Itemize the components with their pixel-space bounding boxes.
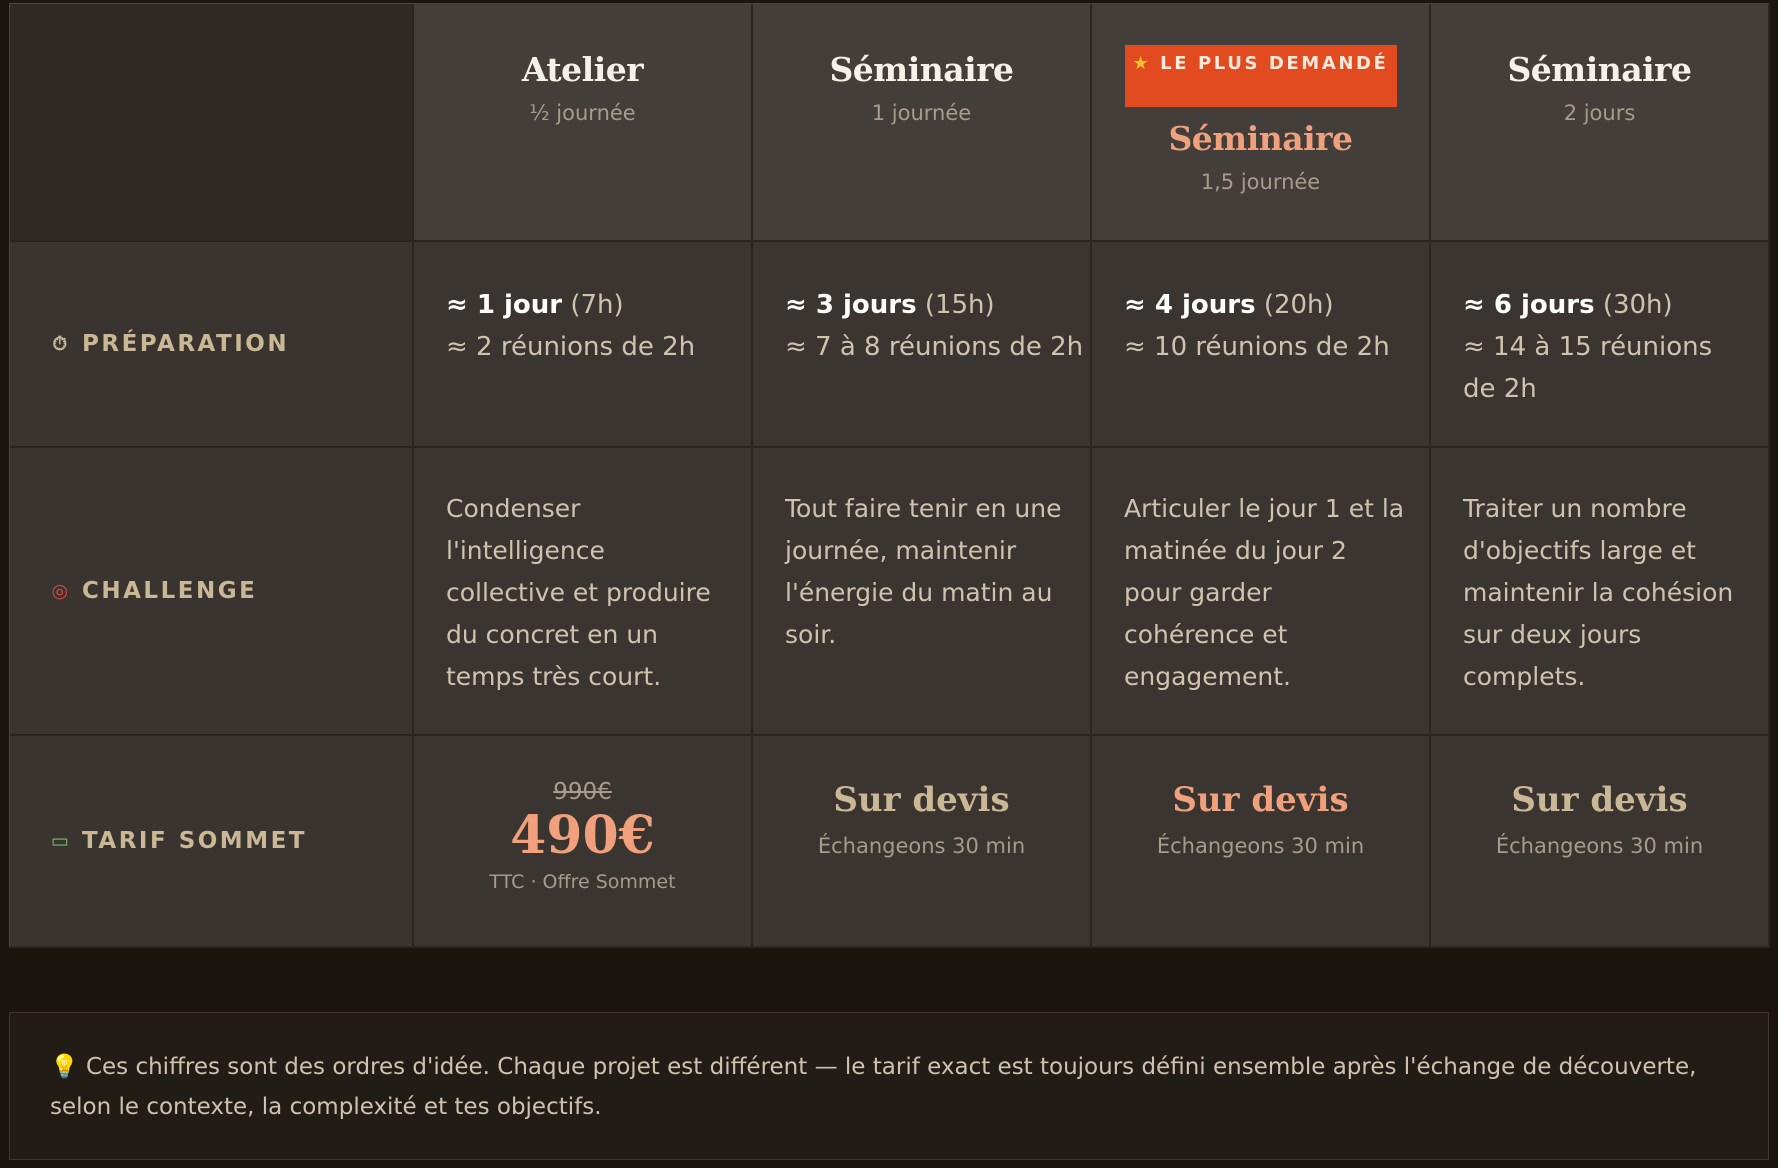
challenge-cell: Tout faire tenir en une journée, maintenir l'énergie du matin au soir. [753,448,1092,736]
pricing-comparison-table [9,3,1769,947]
column-header-seminaire-1j [753,4,1092,242]
price-cell-devis [753,736,1092,948]
row-label-text: CHALLENGE [82,578,258,604]
column-duration: 2 jours [1563,101,1636,125]
row-label-text: PRÉPARATION [82,331,290,357]
row-label-text: TARIF SOMMET [82,828,307,854]
prep-days: ≈ 4 jours [1124,290,1256,320]
column-title: Séminaire [1507,50,1692,89]
money-icon: ▭ [50,830,72,852]
quote-title: Sur devis [833,780,1010,820]
preparation-cell [1431,242,1770,448]
row-label-preparation [10,242,414,448]
offer-price: 490€ [510,805,655,866]
column-header-atelier [414,4,753,242]
prep-hours: (20h) [1263,290,1334,320]
column-title: Séminaire [1168,119,1353,158]
most-requested-badge [1125,45,1397,107]
column-header-seminaire-2j [1431,4,1770,242]
prep-hours: (7h) [570,290,624,320]
column-title: Séminaire [829,50,1014,89]
preparation-cell [753,242,1092,448]
challenge-cell: Condenser l'intelligence collective et produire du concret en un temps très court. [414,448,753,736]
target-icon: ◎ [51,580,71,602]
preparation-cell [414,242,753,448]
lightbulb-icon: 💡 [50,1054,79,1080]
column-duration: ½ journée [529,101,636,125]
column-header-seminaire-1-5j [1092,4,1431,242]
quote-link[interactable]: Échangeons 30 min [1156,834,1365,858]
table-corner [10,4,414,242]
preparation-cell [1092,242,1431,448]
price-cell-atelier [414,736,753,948]
column-title: Atelier [521,50,644,89]
prep-hours: (15h) [924,290,995,320]
row-label-tarif [10,736,414,948]
quote-title: Sur devis [1511,780,1688,820]
footnote-text: Ces chiffres sont des ordres d'idée. Chaque projet est différent — le tarif exact est toujours défini ensemble après l'échange de découverte, selon le contexte, la complexité et tes objectifs. [50,1054,1697,1120]
prep-days: ≈ 6 jours [1463,290,1595,320]
prep-days: ≈ 3 jours [785,290,917,320]
pricing-footnote [9,1012,1769,1160]
prep-days: ≈ 1 jour [446,290,563,320]
prep-meetings: ≈ 10 réunions de 2h [1124,332,1390,362]
price-cell-devis-featured [1092,736,1431,948]
quote-title: Sur devis [1172,780,1349,820]
badge-label: LE PLUS DEMANDÉ [1160,53,1389,74]
old-price: 990€ [553,779,612,805]
prep-meetings: ≈ 7 à 8 réunions de 2h [785,332,1084,362]
column-duration: 1,5 journée [1200,170,1321,194]
stopwatch-icon: ⏱ [52,333,70,355]
challenge-cell: Articuler le jour 1 et la matinée du jour 2 pour garder cohérence et engagement. [1092,448,1431,736]
quote-link[interactable]: Échangeons 30 min [1495,834,1704,858]
price-cell-devis [1431,736,1770,948]
quote-link[interactable]: Échangeons 30 min [817,834,1026,858]
price-note: TTC · Offre Sommet [489,871,676,893]
row-label-challenge [10,448,414,736]
column-duration: 1 journée [871,101,972,125]
challenge-cell: Traiter un nombre d'objectifs large et maintenir la cohésion sur deux jours complets. [1431,448,1770,736]
prep-hours: (30h) [1602,290,1673,320]
prep-meetings: ≈ 14 à 15 réunions de 2h [1463,332,1713,404]
star-icon: ★ [1132,53,1152,74]
prep-meetings: ≈ 2 réunions de 2h [446,332,696,362]
